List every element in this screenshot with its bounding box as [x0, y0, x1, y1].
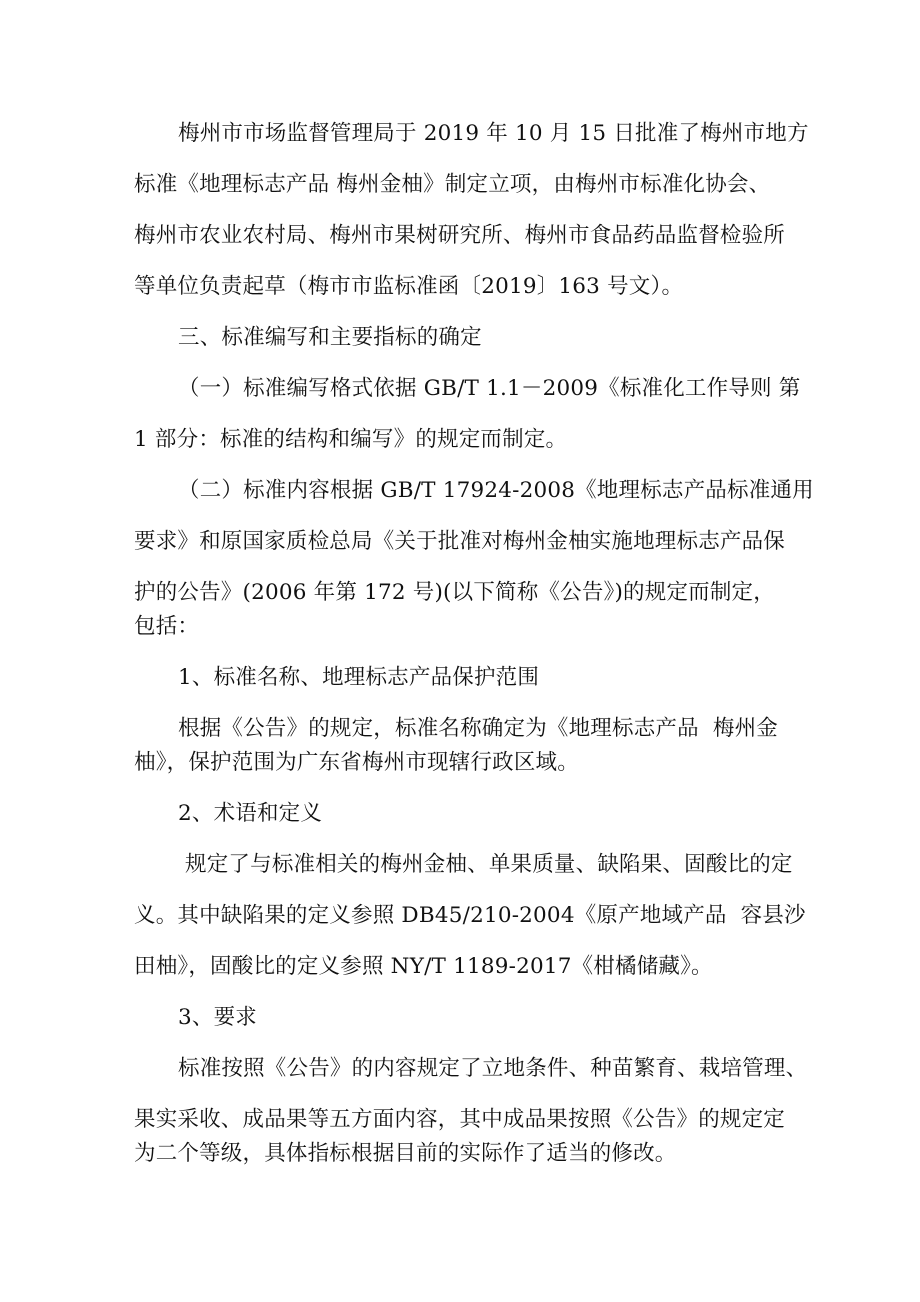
subsection-heading: 3、要求: [178, 1005, 257, 1030]
paragraph-line: 标准《地理标志产品 梅州金柚》制定立项，由梅州市标准化协会、: [134, 172, 771, 197]
paragraph-line: 要求》和原国家质检总局《关于批准对梅州金柚实施地理标志产品保: [134, 529, 786, 554]
section-heading: 三、标准编写和主要指标的确定: [178, 325, 482, 350]
paragraph-line: 包括：: [134, 614, 200, 639]
paragraph-line: 柚》，保护范围为广东省梅州市现辖行政区域。: [134, 750, 579, 775]
paragraph-line: 果实采收、成品果等五方面内容，其中成品果按照《公告》的规定定: [134, 1107, 786, 1132]
paragraph-line: （一）标准编写格式依据 GB/T 1.1－2009《标准化工作导则 第: [178, 376, 801, 401]
subsection-heading: 1、标准名称、地理标志产品保护范围: [178, 665, 540, 690]
paragraph-line: 规定了与标准相关的梅州金柚、单果质量、缺陷果、固酸比的定: [178, 852, 793, 877]
paragraph-line: 根据《公告》的规定，标准名称确定为《地理标志产品 梅州金: [178, 716, 778, 741]
paragraph-line: 等单位负责起草（梅市市监标准函〔2019〕163 号文）。: [134, 274, 684, 299]
paragraph-line: 梅州市市场监督管理局于 2019 年 10 月 15 日批准了梅州市地方: [178, 121, 809, 146]
paragraph-line: 义。其中缺陷果的定义参照 DB45/210-2004《原产地域产品 容县沙: [134, 903, 806, 928]
paragraph-line: 护的公告》(2006 年第 172 号)(以下简称《公告》)的规定而制定，: [134, 580, 775, 605]
paragraph-line: （二）标准内容根据 GB/T 17924-2008《地理标志产品标准通用: [178, 478, 814, 503]
paragraph-line: 为二个等级，具体指标根据目前的实际作了适当的修改。: [134, 1141, 677, 1166]
paragraph-line: 标准按照《公告》的内容规定了立地条件、种苗繁育、栽培管理、: [178, 1056, 808, 1081]
paragraph-line: 田柚》，固酸比的定义参照 NY/T 1189-2017《柑橘储藏》。: [134, 954, 713, 979]
paragraph-line: 梅州市农业农村局、梅州市果树研究所、梅州市食品药品监督检验所: [134, 223, 786, 248]
subsection-heading: 2、术语和定义: [178, 801, 323, 826]
paragraph-line: 1 部分：标准的结构和编写》的规定而制定。: [134, 427, 568, 452]
